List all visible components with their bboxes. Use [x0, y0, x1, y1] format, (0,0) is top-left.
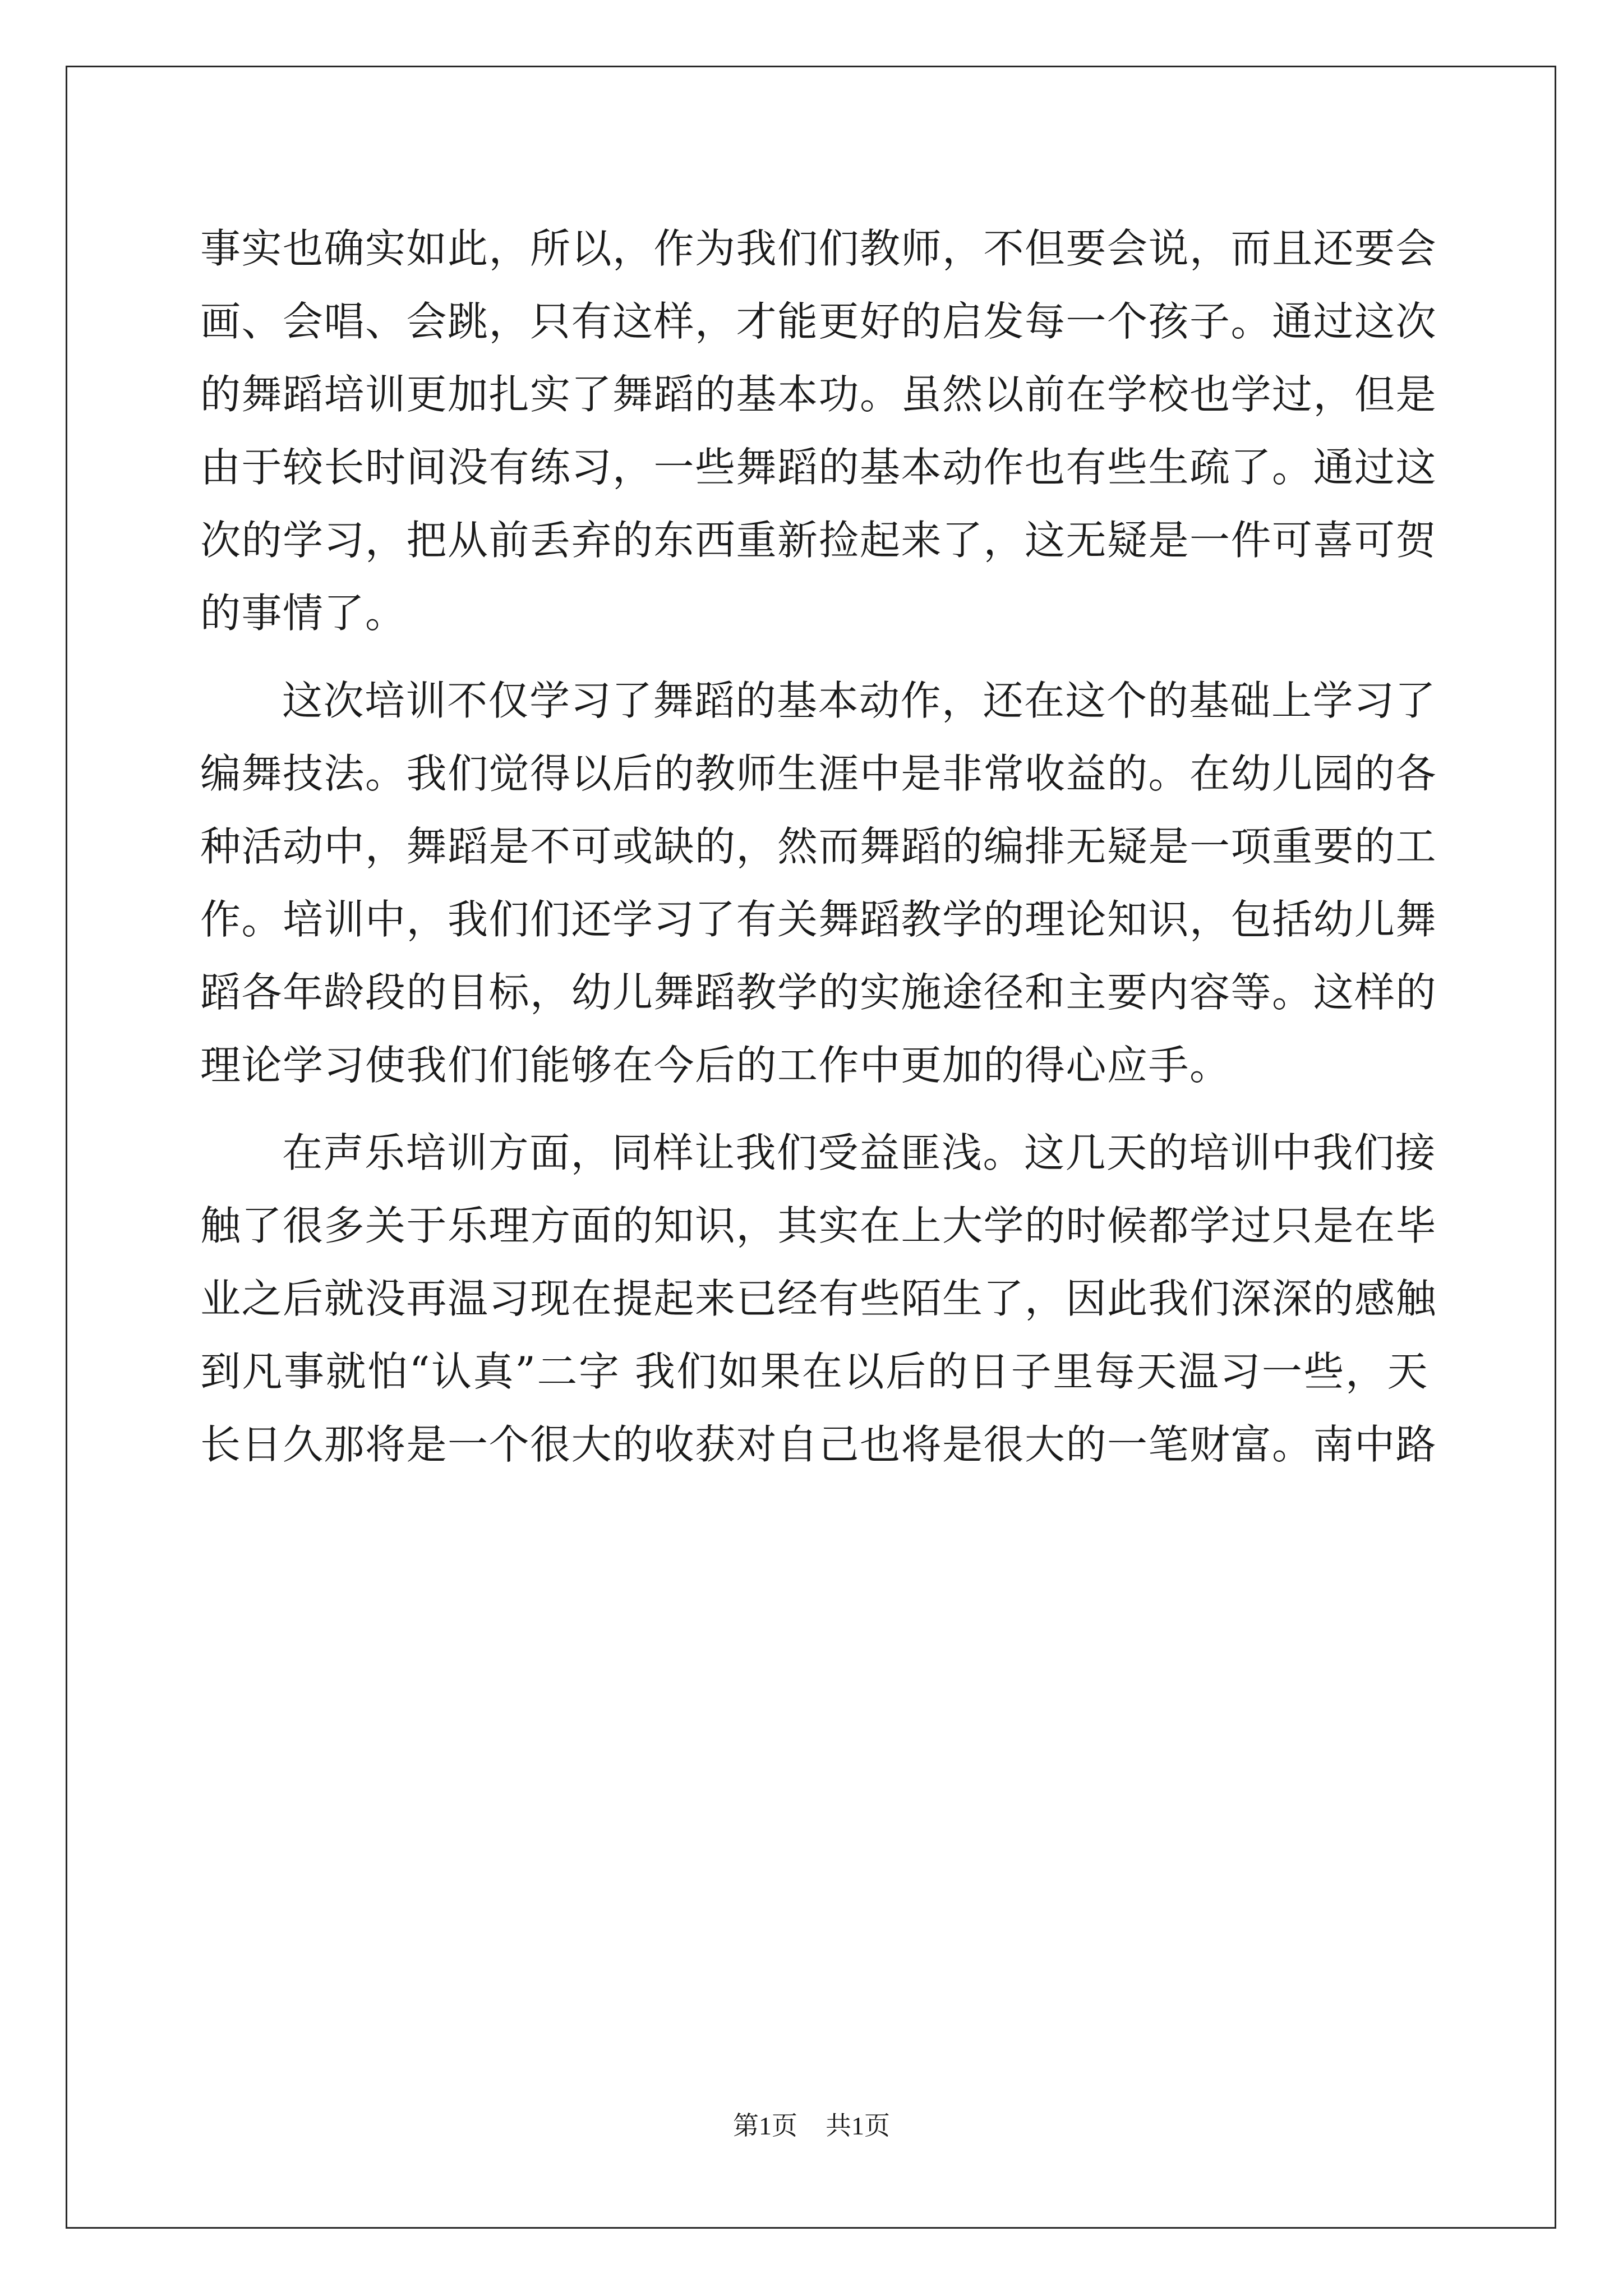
text-line: 这次培训不仅学习了舞蹈的基本动作，还在这个的基础上学习了 — [282, 677, 1437, 724]
text-line: 理论学习使我们们能够在今后的工作中更加的得心应手。 — [200, 1042, 1231, 1089]
text-line: 业之后就没再温习现在提起来已经有些陌生了，因此我们深深的感触 — [200, 1275, 1437, 1322]
text-line: 的舞蹈培训更加扎实了舞蹈的基本功。虽然以前在学校也学过，但是 — [200, 371, 1437, 418]
text-line: 作。培训中，我们们还学习了有关舞蹈教学的理论知识，包括幼儿舞 — [200, 896, 1437, 943]
document-body — [200, 212, 1437, 1496]
page-number: 第1页 — [733, 2111, 797, 2140]
text-line: 由于较长时间没有练习，一些舞蹈的基本动作也有些生疏了。通过这 — [200, 444, 1437, 491]
text-line: 编舞技法。我们觉得以后的教师生涯中是非常收益的。在幼儿园的各 — [200, 750, 1437, 797]
text-line: 在声乐培训方面，同样让我们受益匪浅。这几天的培训中我们接 — [282, 1129, 1437, 1176]
text-line: 长日久那将是一个很大的收获对自己也将是很大的一笔财富。南中路 — [200, 1421, 1437, 1468]
paragraph — [200, 1116, 1437, 1481]
text-line: 到凡事就怕“认真”二字 我们如果在以后的日子里每天温习一些，天 — [200, 1348, 1428, 1395]
paragraph — [200, 212, 1437, 650]
text-line: 种活动中，舞蹈是不可或缺的，然而舞蹈的编排无疑是一项重要的工 — [200, 823, 1437, 870]
text-line: 触了很多关于乐理方面的知识，其实在上大学的时候都学过只是在毕 — [200, 1202, 1437, 1249]
text-line: 事实也确实如此，所以，作为我们们教师，不但要会说，而且还要会 — [200, 225, 1437, 272]
text-line: 蹈各年龄段的目标，幼儿舞蹈教学的实施途径和主要内容等。这样的 — [200, 969, 1437, 1016]
text-line: 画、会唱、会跳，只有这样，才能更好的启发每一个孩子。通过这次 — [200, 298, 1437, 345]
page-footer — [0, 2109, 1623, 2143]
paragraph — [200, 664, 1437, 1102]
text-line: 次的学习，把从前丢弃的东西重新捡起来了，这无疑是一件可喜可贺 — [200, 517, 1437, 564]
page-total: 共1页 — [826, 2111, 890, 2140]
text-line: 的事情了。 — [200, 590, 407, 637]
